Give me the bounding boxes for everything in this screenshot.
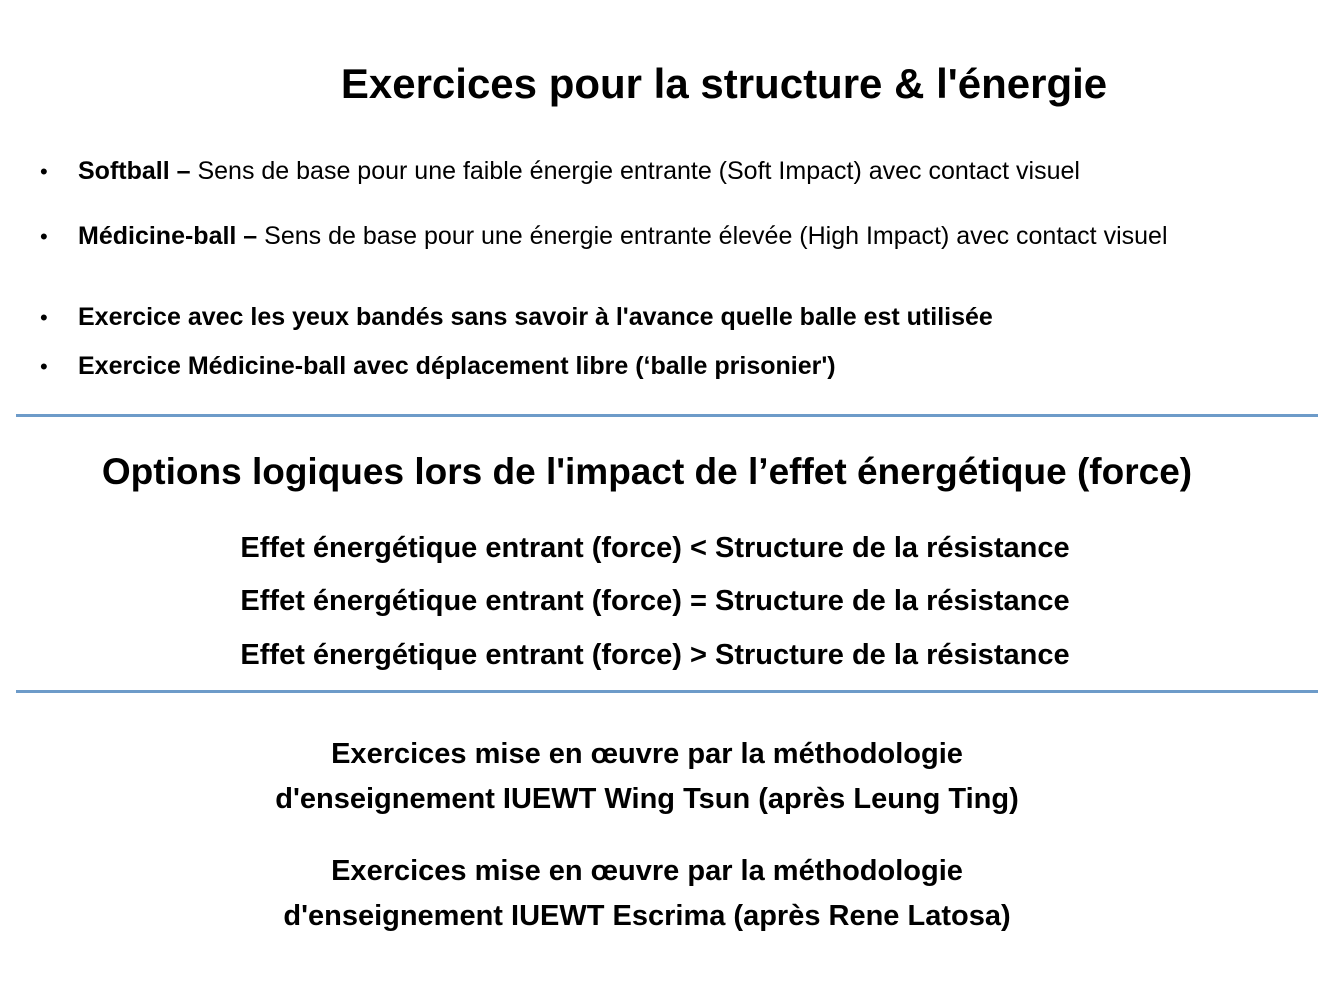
- relation-line: Effet énergétique entrant (force) < Structure de la résistance: [240, 532, 1070, 564]
- list-item-bold: Médicine-ball –: [78, 222, 265, 250]
- list-item-text: [40, 351, 1310, 382]
- relation-line: Effet énergétique entrant (force) = Structure de la résistance: [240, 585, 1070, 617]
- method-note-line: Exercices mise en œuvre par la méthodologie: [331, 738, 963, 770]
- list-item-bold: Exercice avec les yeux bandés sans savoir à l'avance quelle balle est utilisée: [78, 303, 993, 331]
- list-item: [40, 221, 1310, 252]
- method-note-line: Exercices mise en œuvre par la méthodologie: [331, 855, 963, 887]
- method-note: [0, 732, 1344, 822]
- section-heading: Options logiques lors de l'impact de l’effet énergétique (force): [101, 451, 1193, 492]
- list-item-bold: Exercice Médicine-ball avec déplacement libre (‘balle prisonier'): [78, 352, 836, 380]
- list-item: [40, 351, 1310, 382]
- list-item-text: [40, 221, 1310, 252]
- relation-line: Effet énergétique entrant (force) > Structure de la résistance: [240, 639, 1070, 671]
- method-note: [0, 849, 1344, 939]
- bullet-icon: •: [40, 224, 48, 249]
- divider: [16, 690, 1318, 693]
- list-item-bold: Softball –: [78, 157, 198, 185]
- list-item: [40, 302, 1310, 333]
- bullet-icon: •: [40, 159, 48, 184]
- page-title: Exercices pour la structure & l'énergie: [340, 60, 1108, 107]
- method-note-line: d'enseignement IUEWT Wing Tsun (après Leung Ting): [275, 783, 1019, 815]
- list-item-body: Sens de base pour une faible énergie entrante (Soft Impact) avec contact visuel: [197, 157, 1080, 185]
- list-item: [40, 156, 1310, 187]
- list-item-body: Sens de base pour une énergie entrante élevée (High Impact) avec contact visuel: [264, 222, 1168, 250]
- list-item-text: [40, 302, 1310, 333]
- bullet-icon: •: [40, 305, 48, 330]
- bullet-icon: •: [40, 354, 48, 379]
- divider: [16, 414, 1318, 417]
- list-item-text: [40, 156, 1310, 187]
- method-note-line: d'enseignement IUEWT Escrima (après Rene Latosa): [283, 900, 1011, 932]
